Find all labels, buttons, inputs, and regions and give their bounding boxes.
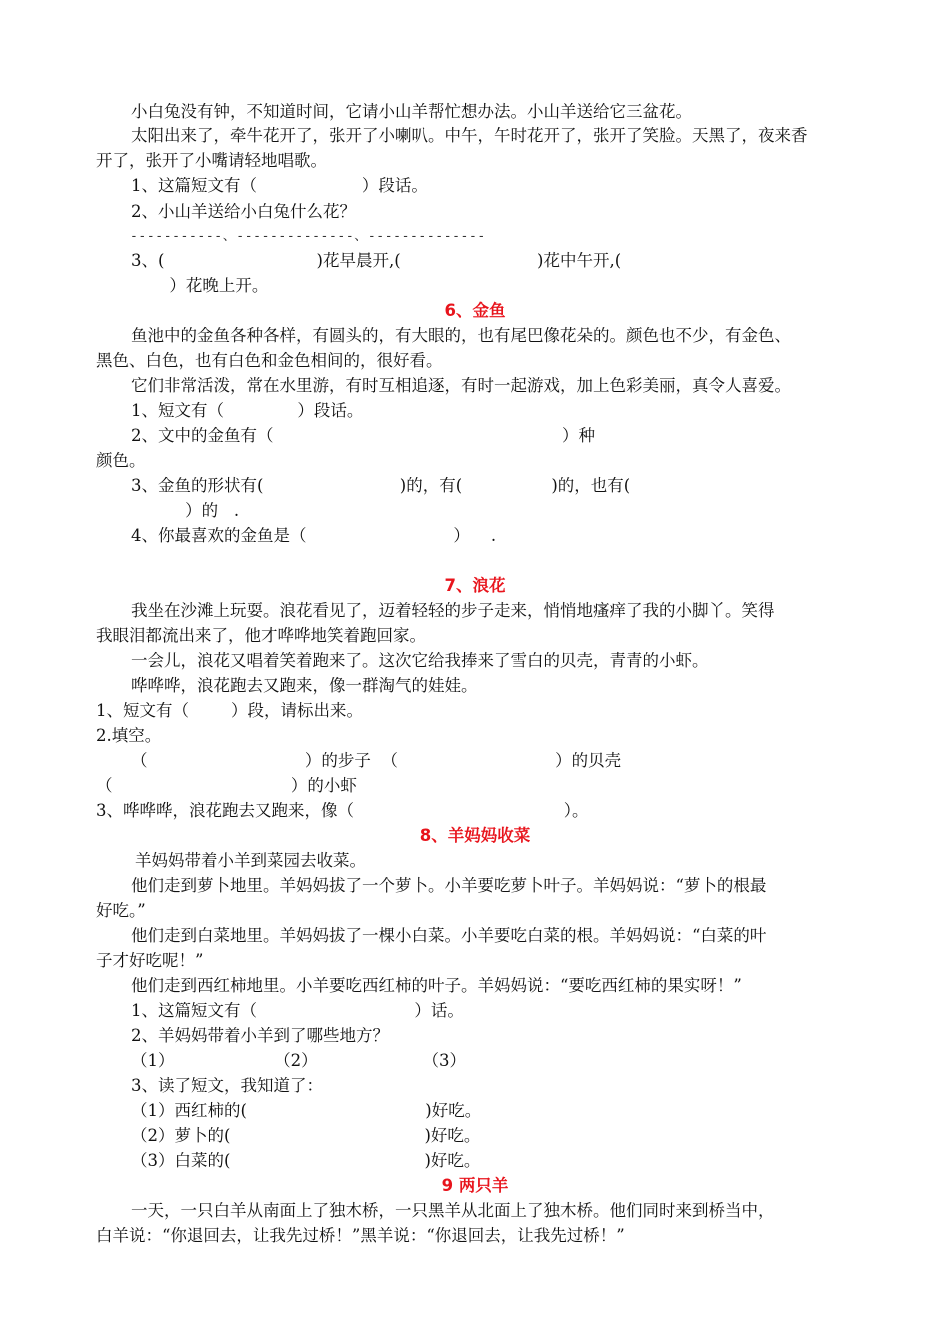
s7-paragraph-1-cont: 我眼泪都流出来了，他才哗哗地笑着跑回家。 bbox=[96, 626, 426, 645]
section-title-7: 7、浪花 bbox=[444, 576, 506, 595]
s8-question-3: 3、读了短文，我知道了： bbox=[131, 1076, 323, 1095]
s6-question-2-cont: 颜色。 bbox=[96, 451, 146, 470]
section-title-8: 8、羊妈妈收菜 bbox=[419, 826, 531, 845]
s8-paragraph-2-cont: 好吃。” bbox=[96, 901, 146, 920]
s6-paragraph-2: 它们非常活泼，常在水里游，有时互相追逐，有时一起游戏，加上色彩美丽，真令人喜爱。 bbox=[131, 376, 791, 395]
s8-question-3-item-1: （1）西红柿的( )好吃。 bbox=[131, 1101, 482, 1120]
s7-paragraph-1: 我坐在沙滩上玩耍。浪花看见了，迈着轻轻的步子走来，悄悄地瘙痒了我的小脚丫。笑得 bbox=[131, 601, 775, 620]
s8-paragraph-4: 他们走到西红柿地里。小羊要吃西红柿的叶子。羊妈妈说：“要吃西红柿的果实呀！” bbox=[131, 976, 742, 995]
s8-paragraph-3-cont: 子才好吃呢！” bbox=[96, 951, 204, 970]
s9-paragraph-1-cont: 白羊说：“你退回去，让我先过桥！”黑羊说：“你退回去，让我先过桥！” bbox=[96, 1226, 625, 1245]
s6-question-1: 1、短文有（ ）段话。 bbox=[131, 401, 364, 420]
s8-question-2-options: （1） （2） （3） bbox=[131, 1051, 467, 1070]
s5-paragraph-1: 小白兔没有钟，不知道时间，它请小山羊帮忙想办法。小山羊送给它三盆花。 bbox=[131, 102, 692, 121]
s5-question-3: 3、( )花早晨开,( )花中午开,( bbox=[131, 251, 622, 270]
s6-question-2: 2、文中的金鱼有（ ）种 bbox=[131, 426, 595, 445]
s6-paragraph-1: 鱼池中的金鱼各种各样，有圆头的，有大眼的，也有尾巴像花朵的。颜色也不少，有金色、 bbox=[131, 326, 791, 345]
section-title-9: 9 两只羊 bbox=[441, 1176, 509, 1195]
s8-question-3-item-3: （3）白菜的( )好吃。 bbox=[131, 1151, 481, 1170]
s7-question-2-row-2: （ ）的小虾 bbox=[96, 776, 357, 795]
s7-question-2-row-1: （ ）的步子 （ ）的贝壳 bbox=[131, 751, 622, 770]
s7-paragraph-3: 哗哗哗，浪花跑去又跑来，像一群淘气的娃娃。 bbox=[131, 676, 478, 695]
s6-question-3: 3、金鱼的形状有( )的，有( )的，也有( bbox=[131, 476, 631, 495]
s8-question-3-item-2: （2）萝卜的( )好吃。 bbox=[131, 1126, 481, 1145]
section-title-6: 6、金鱼 bbox=[444, 301, 506, 320]
s5-paragraph-2: 太阳出来了，牵牛花开了，张开了小喇叭。中午，午时花开了，张开了笑脸。天黑了，夜来香 bbox=[131, 126, 808, 145]
s6-question-3-cont: ）的 . bbox=[96, 501, 240, 520]
s9-paragraph-1: 一天，一只白羊从南面上了独木桥，一只黑羊从北面上了独木桥。他们同时来到桥当中， bbox=[131, 1201, 775, 1220]
s6-question-4: 4、你最喜欢的金鱼是（ ） . bbox=[131, 526, 497, 545]
s8-question-1: 1、这篇短文有（ ）话。 bbox=[131, 1001, 464, 1020]
s5-question-1: 1、这篇短文有（ ）段话。 bbox=[131, 176, 428, 195]
s8-paragraph-2: 他们走到萝卜地里。羊妈妈拔了一个萝卜。小羊要吃萝卜叶子。羊妈妈说：“萝卜的根最 bbox=[131, 876, 767, 895]
s7-paragraph-2: 一会儿，浪花又唱着笑着跑来了。这次它给我捧来了雪白的贝壳，青青的小虾。 bbox=[131, 651, 709, 670]
s5-question-3-cont: ）花晚上开。 bbox=[96, 276, 269, 295]
s8-paragraph-1: 羊妈妈带着小羊到菜园去收菜。 bbox=[135, 851, 366, 870]
s7-question-2: 2.填空。 bbox=[96, 726, 162, 745]
s5-paragraph-2-cont: 开了，张开了小嘴请轻地唱歌。 bbox=[96, 151, 327, 170]
s5-question-2: 2、小山羊送给小白兔什么花？ bbox=[131, 202, 356, 221]
s5-question-2-blanks: -----------、--------------、-------------- bbox=[130, 229, 486, 244]
s8-paragraph-3: 他们走到白菜地里。羊妈妈拔了一棵小白菜。小羊要吃白菜的根。羊妈妈说：“白菜的叶 bbox=[131, 926, 767, 945]
s6-paragraph-1-cont: 黑色、白色，也有白色和金色相间的，很好看。 bbox=[96, 351, 443, 370]
s7-question-1: 1、短文有（ ）段，请标出来。 bbox=[96, 701, 363, 720]
s7-question-3: 3、哗哗哗，浪花跑去又跑来，像（ ）。 bbox=[96, 801, 589, 820]
s8-question-2: 2、羊妈妈带着小羊到了哪些地方？ bbox=[131, 1026, 389, 1045]
